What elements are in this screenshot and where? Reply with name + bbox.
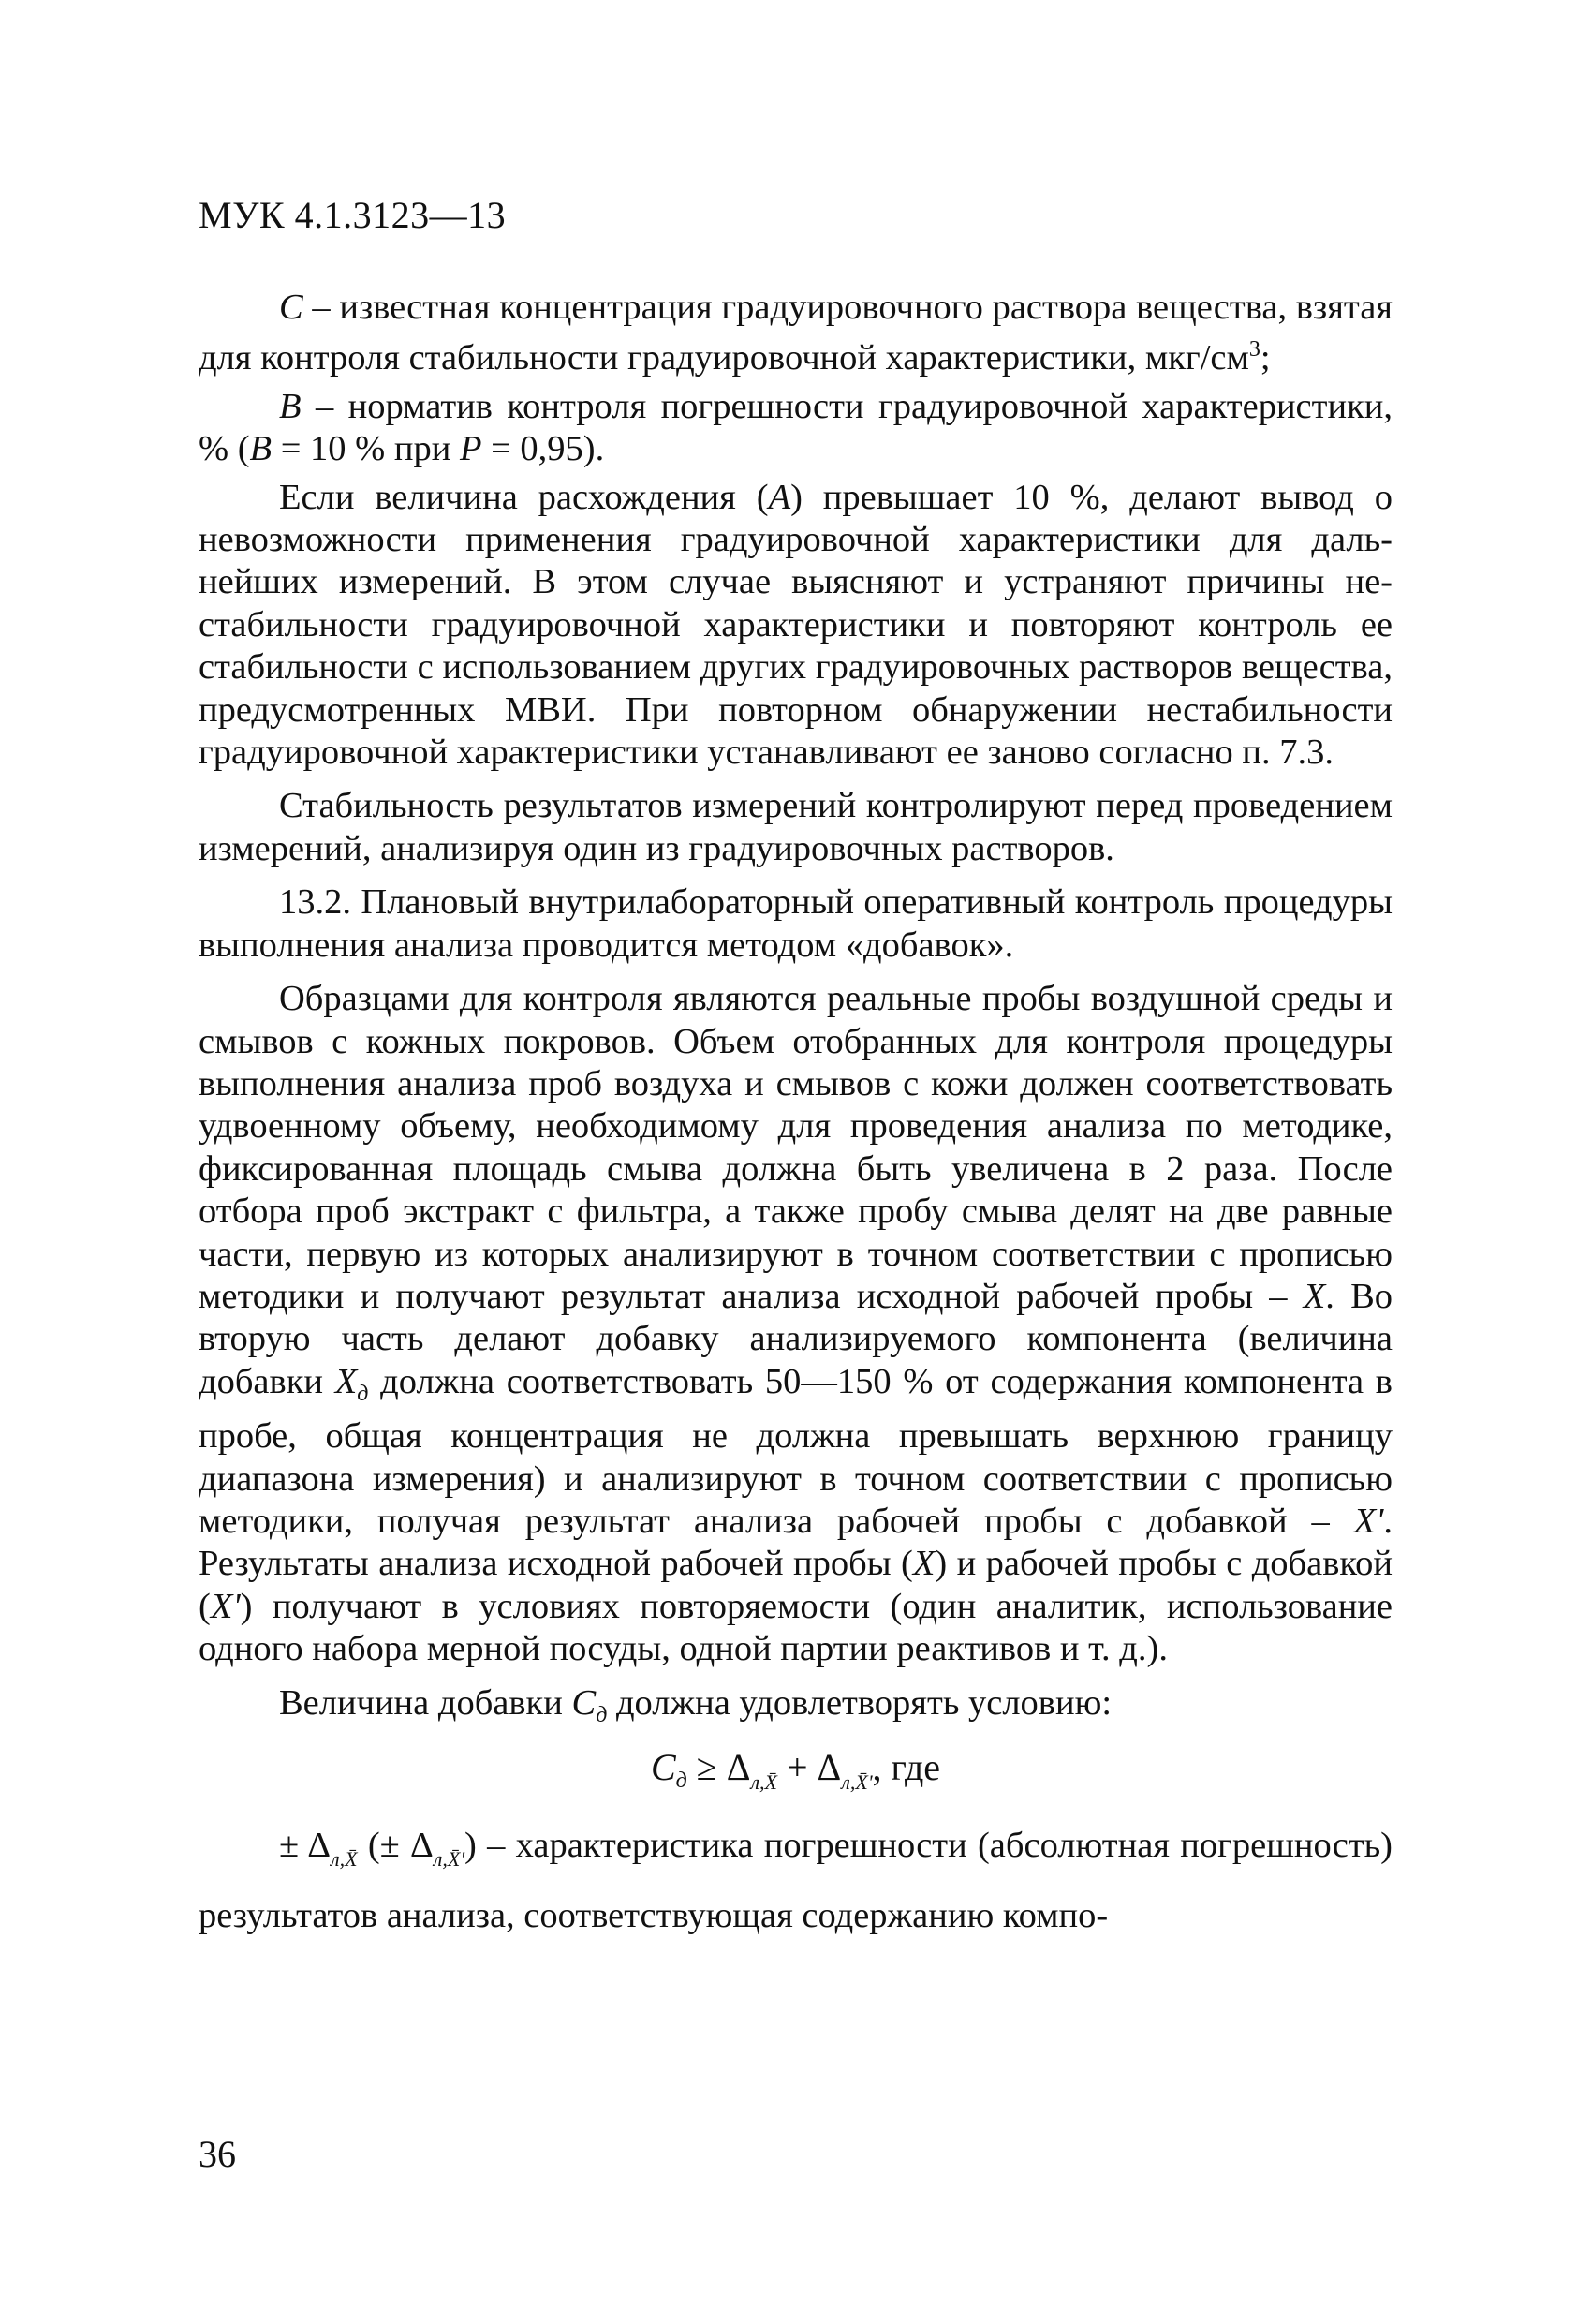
formula-tail: , где [872, 1746, 941, 1788]
error-characteristic-text: ) – характеристика погрешности (абсолютная погрешность) результатов анализа, соответствующая содержанию компо- [199, 1826, 1393, 1935]
p-symbol-inline: Р [459, 429, 482, 469]
xprime-symbol-inline: Х' [1353, 1501, 1384, 1541]
samples-paragraph [199, 978, 1393, 1671]
samples-text-6: ) получают в условиях повторяемости (один аналитик, использование одного набора мерной посуды, одной партии реактивов и т. д.). [199, 1586, 1393, 1669]
b-definition-paragraph [199, 386, 1393, 471]
samples-text-3: должна соответствовать 50—150 % от содержания компонента в пробе, общая концентрация не должна превышать верхнюю границу диапазона измерения) и анализируют в точном соответствии с прописью методики, получая результат анализа рабочей пробы с добавкой – [199, 1361, 1393, 1541]
additive-condition-paragraph [199, 1682, 1393, 1737]
samples-text-4: . Результаты анализа исходной рабочей пробы ( [199, 1501, 1393, 1584]
a-symbol-inline: А [768, 477, 791, 517]
pm-delta-1: ± Δ [279, 1826, 332, 1865]
xd-symbol-inline: Х [334, 1361, 358, 1401]
pm-delta-2-subscript: л,X̄' [433, 1847, 465, 1871]
instability-text-1: Если величина расхождения ( [279, 477, 769, 517]
x-symbol-inline-2: Х [912, 1544, 936, 1584]
cd-symbol-inline: С [571, 1682, 597, 1723]
additive-text-1: Величина добавки [279, 1682, 572, 1723]
formula-delta-2: Δ [817, 1746, 842, 1788]
stability-paragraph: Стабильность результатов измерений контролируют перед проведением измерений, анализируя один из градуировочных растворов. [199, 786, 1393, 868]
error-characteristic-paragraph [199, 1817, 1393, 1944]
instability-paragraph [199, 477, 1393, 775]
b-definition-text-1: – норматив контроля погрешности градуировочной характеристики, % ( [199, 386, 1393, 469]
formula-geq: ≥ [686, 1746, 727, 1788]
c-definition-end: ; [1260, 338, 1271, 378]
b-symbol-inline: В [249, 429, 273, 469]
formula-delta-1-subscript: л,X̄ [750, 1770, 777, 1794]
formula-c-subscript: д [675, 1769, 687, 1793]
b-definition-text-2: = 10 % при [272, 429, 460, 469]
samples-text-1: Образцами для контроля являются реальные пробы воздушной среды и смывов с кожных покровов. Объем отобранных для контроля процедуры выполнения анализа проб воздуха и смывов с кожи должен соответствовать удвоенному объему, необходимому для проведения анализа по методике, фиксированная площадь смыва должна быть увеличена в 2 раза. После отбора проб экстракт с фильтра, а также пробу смыва делят на две равные части, первую из которых анализируют в точном соответствии с прописью методики и получают результат анализа исходной рабочей пробы – [199, 979, 1393, 1316]
c-definition-text: – известная концентрация градуировочного раствора вещества, взятая для контроля стабильности градуировочной характеристики, мкг/см [199, 288, 1393, 378]
samples-text-5: ) и рабочей пробы с добавкой ( [199, 1544, 1393, 1626]
unit-superscript: 3 [1248, 337, 1260, 363]
instability-text-2: ) превышает 10 %, делают вывод о невозможности применения градуировочной характеристики для дальнейших измерений. В этом случае выясняют и устраняют причины нестабильности градуировочной характеристики и повторяют контроль ее стабильности с использованием других градуировочных растворов вещества, предусмотренных МВИ. При повторном обнаружении нестабильности градуировочной характеристики устанавливают ее заново согласно п. 7.3. [199, 477, 1393, 773]
pm-delta-1-subscript: л,X̄ [331, 1847, 358, 1871]
samples-text-2: . Во вторую часть делают добавку анализируемого компонента (величина добавки [199, 1276, 1393, 1401]
c-definition-paragraph [199, 287, 1393, 380]
formula-line [651, 1742, 940, 1808]
additive-text-2: должна удовлетворять условию: [607, 1682, 1113, 1723]
b-definition-text-3: = 0,95). [481, 429, 605, 469]
section-13-2-paragraph: 13.2. Плановый внутрилабораторный оперативный контроль процедуры выполнения анализа проводится методом «добавок». [199, 882, 1393, 965]
formula-delta-2-subscript: л,X̄' [841, 1770, 873, 1794]
xprime-symbol-inline-2: Х' [210, 1586, 241, 1626]
x-symbol-inline: Х [1303, 1276, 1326, 1316]
formula-c: С [650, 1746, 676, 1788]
condition-formula [199, 1742, 1393, 1808]
document-body [199, 287, 1393, 1955]
formula-delta-1: Δ [726, 1746, 751, 1788]
c-symbol: С [279, 288, 303, 327]
pm-delta-2: (± Δ [357, 1826, 434, 1865]
formula-plus: + [776, 1746, 818, 1788]
xd-subscript: д [357, 1381, 369, 1406]
document-code-header: МУК 4.1.3123—13 [199, 194, 507, 236]
b-symbol: В [279, 386, 302, 426]
page-number: 36 [199, 2133, 236, 2175]
cd-subscript: д [596, 1702, 608, 1727]
